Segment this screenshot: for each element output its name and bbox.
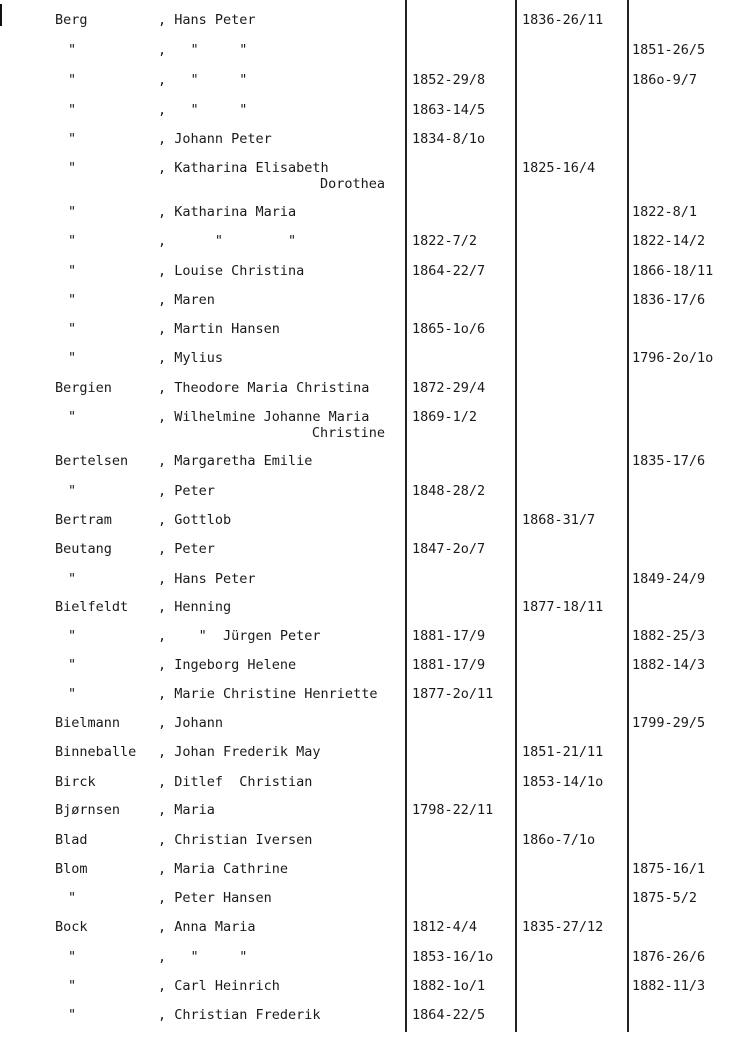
register-entry bbox=[0, 1007, 750, 1037]
register-entry bbox=[0, 102, 750, 132]
register-entry bbox=[0, 292, 750, 322]
date-column-1: 1847-2o/7 bbox=[412, 541, 486, 557]
register-entry bbox=[0, 774, 750, 804]
register-entry bbox=[0, 204, 750, 234]
date-column-2: 186o-7/1o bbox=[522, 832, 596, 848]
given-names-line: , Maren bbox=[158, 292, 215, 308]
date-column-3: 1851-26/5 bbox=[632, 42, 706, 58]
date-column-3: 1836-17/6 bbox=[632, 292, 706, 308]
given-names bbox=[158, 102, 403, 118]
register-entry bbox=[0, 657, 750, 687]
surname: " bbox=[68, 160, 77, 176]
given-names-line: , Johann bbox=[158, 715, 224, 731]
register-entry bbox=[0, 599, 750, 629]
surname: Blad bbox=[55, 832, 88, 848]
surname: " bbox=[68, 657, 77, 673]
date-column-3: 1849-24/9 bbox=[632, 571, 706, 587]
register-entry bbox=[0, 512, 750, 542]
surname: Bertelsen bbox=[55, 453, 129, 469]
date-column-1: 1848-28/2 bbox=[412, 483, 486, 499]
surname: Bielmann bbox=[55, 715, 121, 731]
register-entry bbox=[0, 919, 750, 949]
surname: " bbox=[68, 978, 77, 994]
given-names-line: , Katharina Elisabeth bbox=[158, 160, 329, 176]
date-column-2: 1836-26/11 bbox=[522, 12, 604, 28]
surname: " bbox=[68, 1007, 77, 1023]
register-entry bbox=[0, 350, 750, 380]
surname: " bbox=[68, 42, 77, 58]
register-entry bbox=[0, 890, 750, 920]
surname: " bbox=[68, 949, 77, 965]
register-entry bbox=[0, 802, 750, 832]
register-entry bbox=[0, 233, 750, 263]
date-column-1: 1822-7/2 bbox=[412, 233, 478, 249]
given-names-line: , Johann Peter bbox=[158, 131, 272, 147]
surname: " bbox=[68, 350, 77, 366]
given-names bbox=[158, 72, 403, 88]
given-names bbox=[158, 832, 403, 848]
date-column-3: 1799-29/5 bbox=[632, 715, 706, 731]
surname: Bergien bbox=[55, 380, 112, 396]
register-entry bbox=[0, 42, 750, 72]
given-names bbox=[158, 321, 403, 337]
given-names-line: , Johan Frederik May bbox=[158, 744, 321, 760]
given-names-line: , Maria Cathrine bbox=[158, 861, 289, 877]
given-names bbox=[158, 160, 403, 192]
given-names-line: , " " bbox=[158, 233, 297, 249]
given-names-line: , Margaretha Emilie bbox=[158, 453, 313, 469]
register-entry bbox=[0, 715, 750, 745]
surname: " bbox=[68, 263, 77, 279]
surname: " bbox=[68, 292, 77, 308]
surname: Blom bbox=[55, 861, 88, 877]
date-column-1: 1877-2o/11 bbox=[412, 686, 494, 702]
date-column-2: 1853-14/1o bbox=[522, 774, 604, 790]
date-column-1: 1853-16/1o bbox=[412, 949, 494, 965]
given-names bbox=[158, 744, 403, 760]
date-column-2: 1825-16/4 bbox=[522, 160, 596, 176]
surname: " bbox=[68, 321, 77, 337]
given-names-line: , Louise Christina bbox=[158, 263, 305, 279]
date-column-3: 1876-26/6 bbox=[632, 949, 706, 965]
given-names-continuation: Dorothea bbox=[319, 176, 385, 192]
date-column-3: 1882-11/3 bbox=[632, 978, 706, 994]
given-names-line: , Gottlob bbox=[158, 512, 232, 528]
given-names-line: , " " bbox=[158, 949, 248, 965]
given-names bbox=[158, 453, 403, 469]
given-names-line: , " " bbox=[158, 102, 248, 118]
date-column-3: 1875-16/1 bbox=[632, 861, 706, 877]
given-names-line: , Peter Hansen bbox=[158, 890, 272, 906]
register-entry bbox=[0, 453, 750, 483]
surname: Beutang bbox=[55, 541, 112, 557]
surname: " bbox=[68, 204, 77, 220]
surname: Bielfeldt bbox=[55, 599, 129, 615]
surname: " bbox=[68, 409, 77, 425]
given-names bbox=[158, 263, 403, 279]
given-names-line: , Christian Iversen bbox=[158, 832, 313, 848]
register-entry bbox=[0, 131, 750, 161]
date-column-3: 1882-14/3 bbox=[632, 657, 706, 673]
given-names bbox=[158, 949, 403, 965]
date-column-2: 1851-21/11 bbox=[522, 744, 604, 760]
register-entry bbox=[0, 541, 750, 571]
given-names bbox=[158, 571, 403, 587]
date-column-3: 1875-5/2 bbox=[632, 890, 698, 906]
register-entry bbox=[0, 832, 750, 862]
date-column-1: 1869-1/2 bbox=[412, 409, 478, 425]
given-names bbox=[158, 541, 403, 557]
date-column-1: 1863-14/5 bbox=[412, 102, 486, 118]
given-names bbox=[158, 861, 403, 877]
given-names-line: , " Jürgen Peter bbox=[158, 628, 321, 644]
surname: Berg bbox=[55, 12, 88, 28]
surname: Bertram bbox=[55, 512, 112, 528]
date-column-1: 1798-22/11 bbox=[412, 802, 494, 818]
register-entry bbox=[0, 160, 750, 204]
given-names-line: , Peter bbox=[158, 483, 215, 499]
date-column-3: 1882-25/3 bbox=[632, 628, 706, 644]
given-names-line: , Ditlef Christian bbox=[158, 774, 313, 790]
given-names bbox=[158, 131, 403, 147]
given-names bbox=[158, 292, 403, 308]
register-entry bbox=[0, 263, 750, 293]
register-entry bbox=[0, 744, 750, 774]
given-names bbox=[158, 409, 403, 441]
date-column-1: 1864-22/5 bbox=[412, 1007, 486, 1023]
surname: " bbox=[68, 483, 77, 499]
date-column-3: 1866-18/11 bbox=[632, 263, 714, 279]
given-names-line: , Peter bbox=[158, 541, 215, 557]
given-names bbox=[158, 599, 403, 615]
surname: Bock bbox=[55, 919, 88, 935]
register-entry bbox=[0, 861, 750, 891]
given-names bbox=[158, 204, 403, 220]
given-names bbox=[158, 512, 403, 528]
given-names-line: , " " bbox=[158, 42, 248, 58]
given-names bbox=[158, 12, 403, 28]
given-names-line: , Wilhelmine Johanne Maria bbox=[158, 409, 370, 425]
given-names bbox=[158, 802, 403, 818]
surname: " bbox=[68, 233, 77, 249]
register-entry bbox=[0, 628, 750, 658]
date-column-1: 1881-17/9 bbox=[412, 657, 486, 673]
given-names bbox=[158, 686, 403, 702]
date-column-1: 1864-22/7 bbox=[412, 263, 486, 279]
surname: " bbox=[68, 72, 77, 88]
given-names-line: , Theodore Maria Christina bbox=[158, 380, 370, 396]
date-column-1: 1881-17/9 bbox=[412, 628, 486, 644]
given-names bbox=[158, 657, 403, 673]
surname: Bjørnsen bbox=[55, 802, 121, 818]
date-column-1: 1872-29/4 bbox=[412, 380, 486, 396]
surname: " bbox=[68, 686, 77, 702]
register-entry bbox=[0, 571, 750, 601]
date-column-1: 1812-4/4 bbox=[412, 919, 478, 935]
date-column-3: 1796-2o/1o bbox=[632, 350, 714, 366]
given-names bbox=[158, 380, 403, 396]
surname: " bbox=[68, 890, 77, 906]
register-entry bbox=[0, 321, 750, 351]
surname: " bbox=[68, 131, 77, 147]
date-column-3: 1835-17/6 bbox=[632, 453, 706, 469]
given-names-line: , Martin Hansen bbox=[158, 321, 280, 337]
given-names-line: , Henning bbox=[158, 599, 232, 615]
surname: Birck bbox=[55, 774, 96, 790]
given-names bbox=[158, 978, 403, 994]
given-names-line: , Ingeborg Helene bbox=[158, 657, 297, 673]
given-names-line: , Mylius bbox=[158, 350, 224, 366]
given-names-line: , Maria bbox=[158, 802, 215, 818]
given-names bbox=[158, 715, 403, 731]
date-column-1: 1852-29/8 bbox=[412, 72, 486, 88]
surname: " bbox=[68, 571, 77, 587]
register-entry bbox=[0, 483, 750, 513]
register-entry bbox=[0, 380, 750, 410]
given-names-line: , Anna Maria bbox=[158, 919, 256, 935]
given-names-continuation: Christine bbox=[311, 425, 385, 441]
given-names bbox=[158, 483, 403, 499]
given-names bbox=[158, 350, 403, 366]
given-names-line: , Carl Heinrich bbox=[158, 978, 280, 994]
given-names-line: , Marie Christine Henriette bbox=[158, 686, 378, 702]
given-names bbox=[158, 233, 403, 249]
register-entry bbox=[0, 72, 750, 102]
surname: Binneballe bbox=[55, 744, 137, 760]
date-column-2: 1835-27/12 bbox=[522, 919, 604, 935]
given-names-line: , Katharina Maria bbox=[158, 204, 297, 220]
given-names bbox=[158, 890, 403, 906]
register-entry bbox=[0, 12, 750, 42]
date-column-3: 186o-9/7 bbox=[632, 72, 698, 88]
given-names-line: , " " bbox=[158, 72, 248, 88]
given-names bbox=[158, 1007, 403, 1023]
register-entry bbox=[0, 686, 750, 716]
register-entry bbox=[0, 949, 750, 979]
given-names-line: , Christian Frederik bbox=[158, 1007, 321, 1023]
given-names-line: , Hans Peter bbox=[158, 12, 256, 28]
given-names bbox=[158, 919, 403, 935]
date-column-1: 1865-1o/6 bbox=[412, 321, 486, 337]
given-names bbox=[158, 774, 403, 790]
register-entry bbox=[0, 978, 750, 1008]
register-entry bbox=[0, 409, 750, 453]
surname: " bbox=[68, 628, 77, 644]
given-names bbox=[158, 628, 403, 644]
date-column-2: 1877-18/11 bbox=[522, 599, 604, 615]
date-column-1: 1834-8/1o bbox=[412, 131, 486, 147]
given-names bbox=[158, 42, 403, 58]
date-column-1: 1882-1o/1 bbox=[412, 978, 486, 994]
date-column-2: 1868-31/7 bbox=[522, 512, 596, 528]
date-column-3: 1822-8/1 bbox=[632, 204, 698, 220]
date-column-3: 1822-14/2 bbox=[632, 233, 706, 249]
surname: " bbox=[68, 102, 77, 118]
given-names-line: , Hans Peter bbox=[158, 571, 256, 587]
